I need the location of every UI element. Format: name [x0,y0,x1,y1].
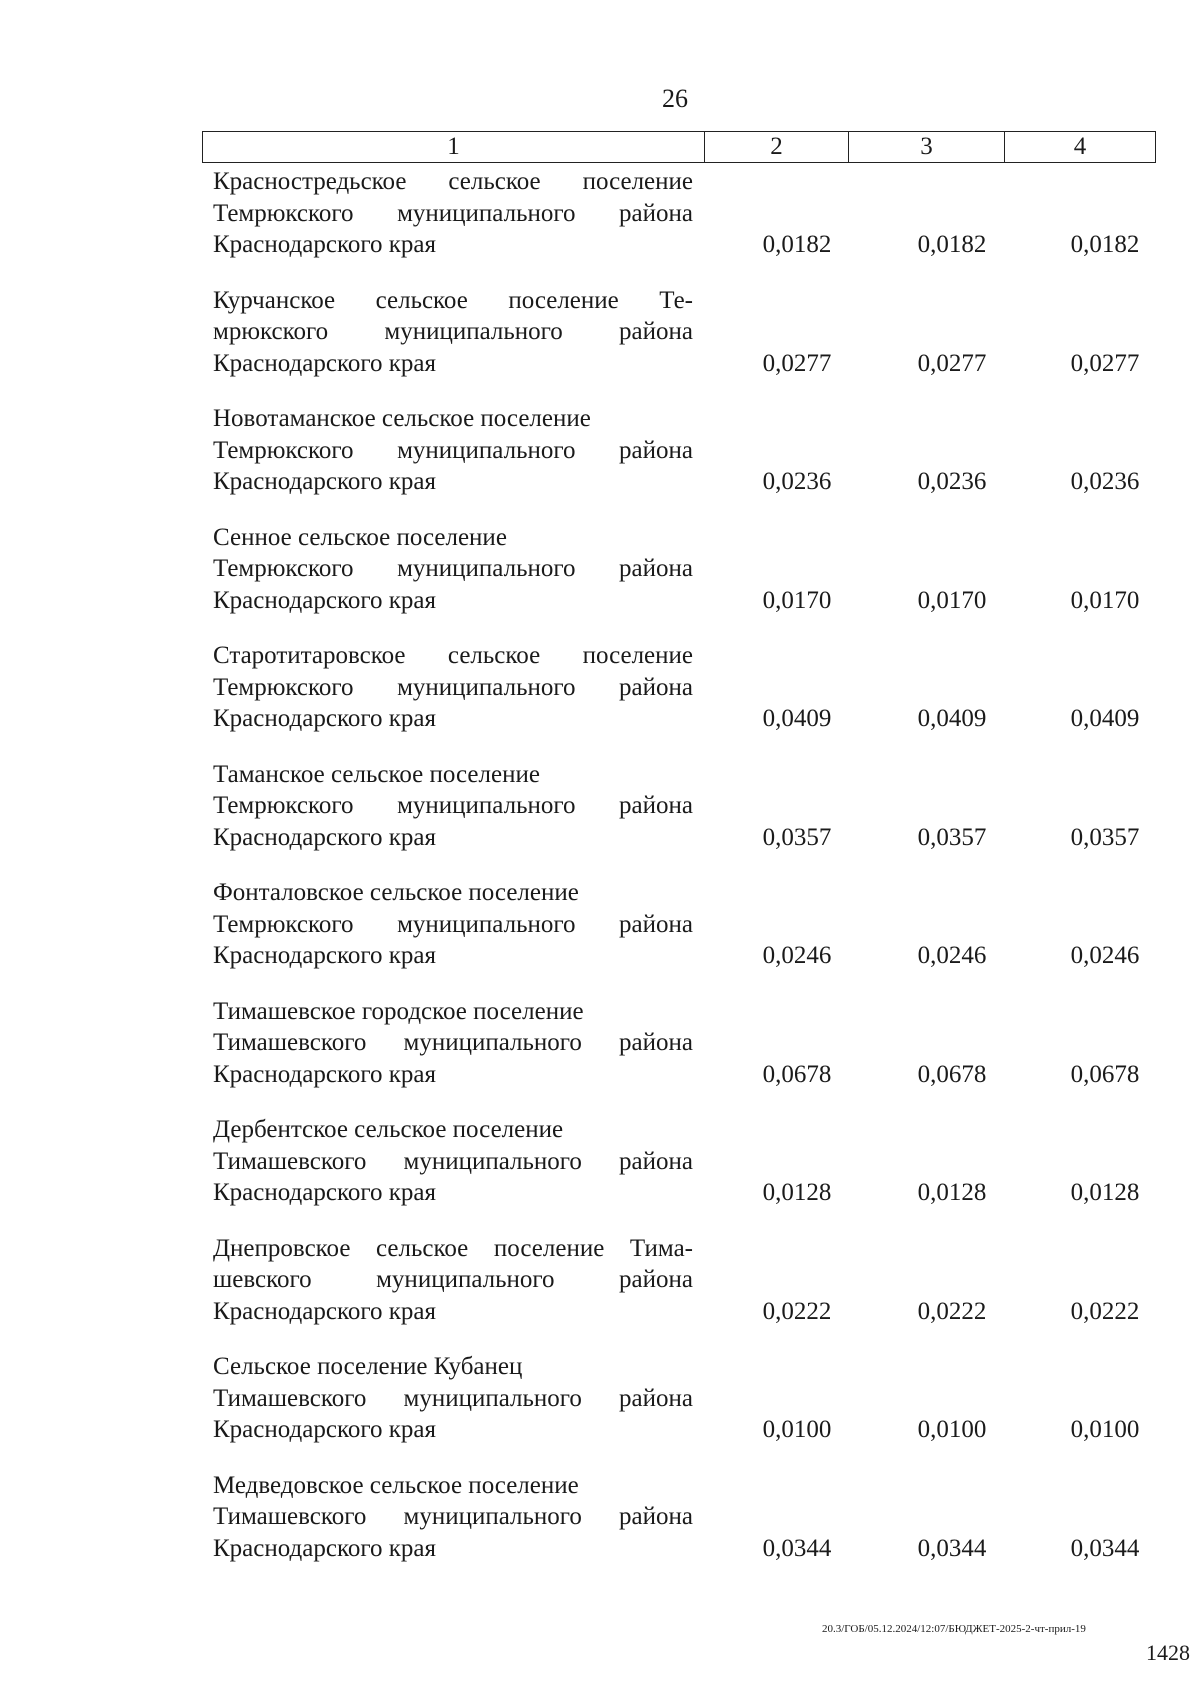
value-col-2: 0,0182 [762,231,832,258]
settlement-name-line: Краснодарского края [213,823,436,851]
settlement-name-line: Тимашевского муниципального района [213,1384,693,1412]
value-col-4: 0,0277 [1070,349,1140,377]
settlement-name [213,522,693,617]
table-body [0,166,1200,1580]
value-col-4: 0,0344 [1070,1534,1140,1562]
header-col-2: 2 [705,132,849,162]
table-row [0,1470,1200,1580]
settlement-name-line: Краснодарского края [213,1179,436,1206]
table-row [0,522,1200,641]
settlement-name-line: Краснодарского края [213,705,436,732]
settlement-name-line: Темрюкского муниципального района [213,792,693,819]
settlement-name-line: Краснодарского края [213,1534,436,1562]
settlement-name-line: Краснодарского края [213,942,436,969]
value-col-2: 0,0236 [762,468,832,495]
settlement-name [213,1351,693,1446]
settlement-name [213,1114,693,1209]
settlement-name [213,285,693,380]
settlement-name [213,166,693,261]
settlement-name [213,877,693,972]
value-col-2: 0,0222 [762,1297,832,1325]
value-col-2: 0,0409 [762,705,832,732]
table-row [0,166,1200,285]
settlement-name-line: Краснодарского края [213,1416,436,1443]
settlement-name-line: Темрюкского муниципального района [213,436,693,464]
value-col-3: 0,0170 [917,586,987,614]
settlement-name-line: мрюкского муниципального района [213,318,693,345]
settlement-name-line: Темрюкского муниципального района [213,555,693,582]
value-col-4: 0,0100 [1070,1416,1140,1443]
value-col-2: 0,0100 [762,1416,832,1443]
settlement-name-line: Тимашевского муниципального района [213,1147,693,1175]
settlement-name [213,640,693,735]
settlement-name-line: Темрюкского муниципального района [213,199,693,227]
value-col-4: 0,0128 [1070,1179,1140,1206]
document-code: 20.3/ГОБ/05.12.2024/12:07/БЮДЖЕТ-2025-2-чт-прил-19 [822,1623,1086,1635]
settlement-name-line: Курчанское сельское поселение Те- [213,286,693,314]
value-col-3: 0,0357 [917,823,987,851]
table-row [0,285,1200,404]
settlement-name-line: Сельское поселение Кубанец [213,1353,523,1380]
value-col-4: 0,0182 [1070,231,1140,258]
settlement-name-line: Краснодарского края [213,231,436,258]
value-col-3: 0,0678 [917,1060,987,1088]
settlement-name-line: Таманское сельское поселение [213,760,540,788]
settlement-name [213,759,693,854]
settlement-name-line: Фонталовское сельское поселение [213,879,579,906]
settlement-name-line: Новотаманское сельское поселение [213,405,591,432]
settlement-name [213,403,693,498]
value-col-2: 0,0128 [762,1179,832,1206]
settlement-name-line: Темрюкского муниципального района [213,673,693,701]
settlement-name-line: Дербентское сельское поселение [213,1116,564,1143]
value-col-3: 0,0100 [917,1416,987,1443]
value-col-2: 0,0357 [762,823,832,851]
settlement-name-line: Сенное сельское поселение [213,523,507,551]
settlement-name-line: Краснодарского края [213,1060,436,1088]
value-col-2: 0,0344 [762,1534,832,1562]
settlement-name [213,1470,693,1565]
settlement-name-line: Старотитаровское сельское поселение [213,642,693,669]
value-col-2: 0,0277 [762,349,832,377]
settlement-name-line: шевского муниципального района [213,1266,693,1293]
settlement-name [213,996,693,1091]
settlement-name-line: Тимашевского муниципального района [213,1503,693,1530]
sheet-number: 1428 [1146,1640,1190,1665]
value-col-3: 0,0344 [917,1534,987,1562]
settlement-name-line: Днепровское сельское поселение Тима- [213,1234,693,1262]
value-col-4: 0,0236 [1070,468,1140,495]
settlement-name [213,1233,693,1328]
header-col-4: 4 [1073,133,1087,160]
value-col-2: 0,0678 [762,1060,832,1088]
settlement-name-line: Краснодарского края [213,349,436,377]
settlement-name-line: Красностредьское сельское поселение [213,168,693,195]
value-col-3: 0,0182 [917,231,987,258]
value-col-3: 0,0409 [917,705,987,732]
table-row [0,877,1200,996]
settlement-name-line: Тимашевского муниципального района [213,1029,693,1056]
value-col-4: 0,0409 [1070,705,1140,732]
table-row [0,1233,1200,1352]
table-row [0,1114,1200,1233]
header-col-3: 3 [849,132,1005,162]
value-col-4: 0,0170 [1070,586,1140,614]
table-row [0,759,1200,878]
value-col-4: 0,0246 [1070,942,1140,969]
value-col-3: 0,0236 [917,468,987,495]
page-number: 26 [662,84,688,113]
table-header [202,131,1156,163]
value-col-4: 0,0357 [1070,823,1140,851]
table-row [0,640,1200,759]
value-col-3: 0,0128 [917,1179,987,1206]
settlement-name-line: Темрюкского муниципального района [213,910,693,938]
table-row [0,996,1200,1115]
table-row [0,403,1200,522]
table-row [0,1351,1200,1470]
settlement-name-line: Тимашевское городское поселение [213,997,584,1025]
value-col-3: 0,0246 [917,942,987,969]
value-col-4: 0,0678 [1070,1060,1140,1088]
value-col-2: 0,0170 [762,586,832,614]
settlement-name-line: Краснодарского края [213,468,436,495]
value-col-4: 0,0222 [1070,1297,1140,1325]
settlement-name-line: Краснодарского края [213,586,436,614]
value-col-3: 0,0222 [917,1297,987,1325]
value-col-2: 0,0246 [762,942,832,969]
settlement-name-line: Медведовское сельское поселение [213,1471,579,1499]
settlement-name-line: Краснодарского края [213,1297,436,1325]
header-col-1: 1 [203,132,705,162]
value-col-3: 0,0277 [917,349,987,377]
